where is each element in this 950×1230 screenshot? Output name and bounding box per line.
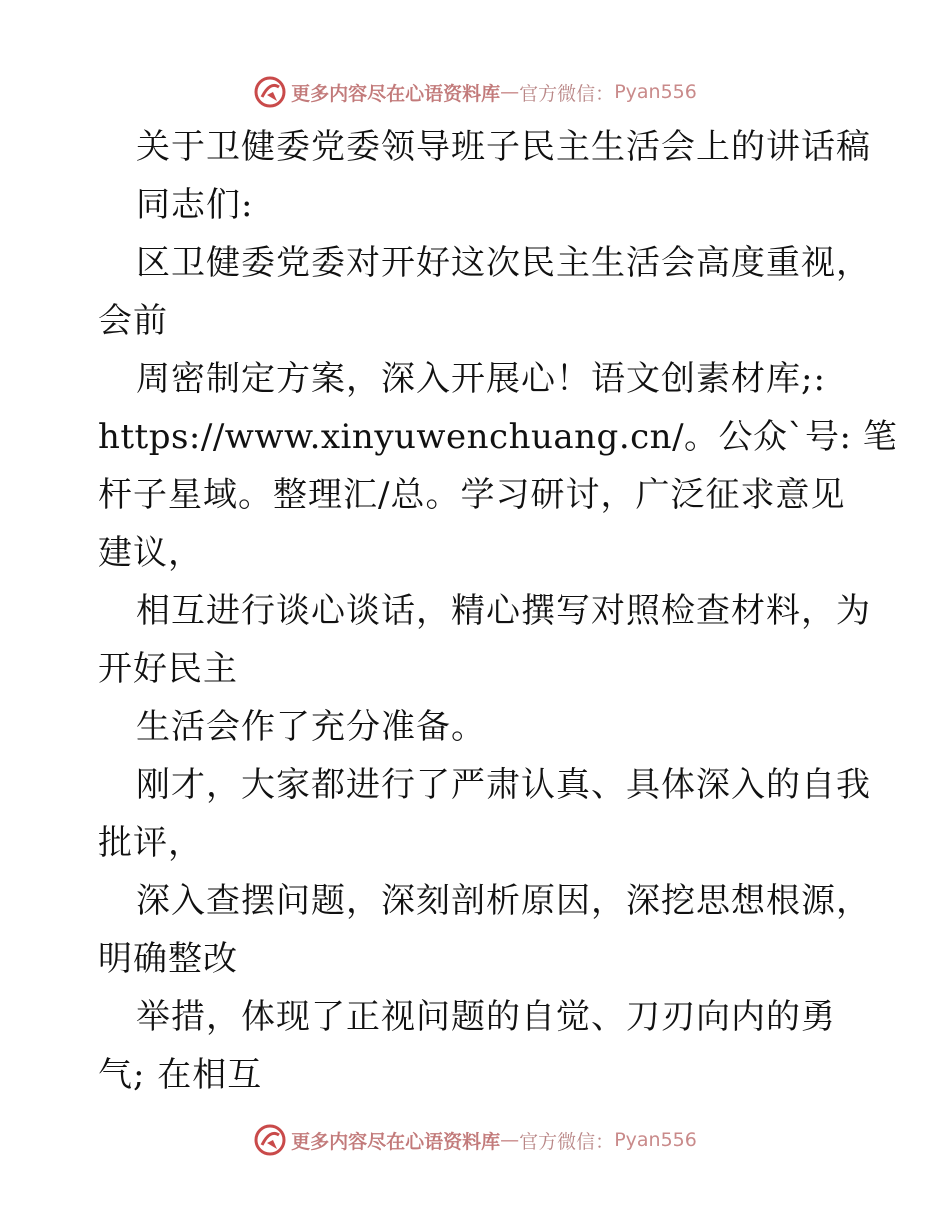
document-line: 明确整改	[98, 939, 238, 979]
watermark-dash: —	[500, 81, 520, 103]
document-line: 杆子星域。整理汇/总。学习研讨，广泛征求意见	[98, 475, 846, 515]
document-line: 建议，	[98, 533, 203, 573]
document-line: 区卫健委党委对开好这次民主生活会高度重视，	[136, 243, 871, 283]
document-line: 气; 在相互	[98, 1055, 263, 1095]
header-watermark	[0, 72, 950, 112]
document-line: 刚才，大家都进行了严肃认真、具体深入的自我	[136, 765, 871, 805]
document-line: 生活会作了充分准备。	[136, 707, 486, 747]
watermark-wechat-id: Pyan556	[614, 1129, 697, 1151]
watermark-sub-text: 官方微信：	[519, 82, 615, 105]
document-line: 会前	[98, 301, 168, 341]
document-line: 相互进行谈心谈话，精心撰写对照检查材料，为	[136, 591, 871, 631]
brand-logo-icon	[253, 1123, 287, 1157]
document-title: 关于卫健委党委领导班子民主生活会上的讲话稿	[136, 127, 871, 167]
watermark-sub-text: 官方微信：	[519, 1130, 615, 1153]
watermark-main-text: 更多内容尽在心语资料库	[291, 82, 501, 105]
document-line: 开好民主	[98, 649, 238, 689]
footer-watermark	[0, 1120, 950, 1160]
document-line: 周密制定方案，深入开展心！语文创素材库;:	[136, 359, 826, 399]
document-line: 同志们:	[136, 185, 254, 225]
document-line: 批评，	[98, 823, 203, 863]
document-line: 深入查摆问题，深刻剖析原因，深挖思想根源，	[136, 881, 871, 921]
brand-logo-icon	[253, 75, 287, 109]
watermark-wechat-id: Pyan556	[614, 81, 697, 103]
watermark-main-text: 更多内容尽在心语资料库	[291, 1130, 501, 1153]
document-line-url: https://www.xinyuwenchuang.cn/。公众`号: 笔	[98, 417, 898, 457]
document-line: 举措，体现了正视问题的自觉、刀刃向内的勇	[136, 997, 836, 1037]
document-body	[98, 118, 898, 1104]
watermark-dash: —	[500, 1129, 520, 1151]
